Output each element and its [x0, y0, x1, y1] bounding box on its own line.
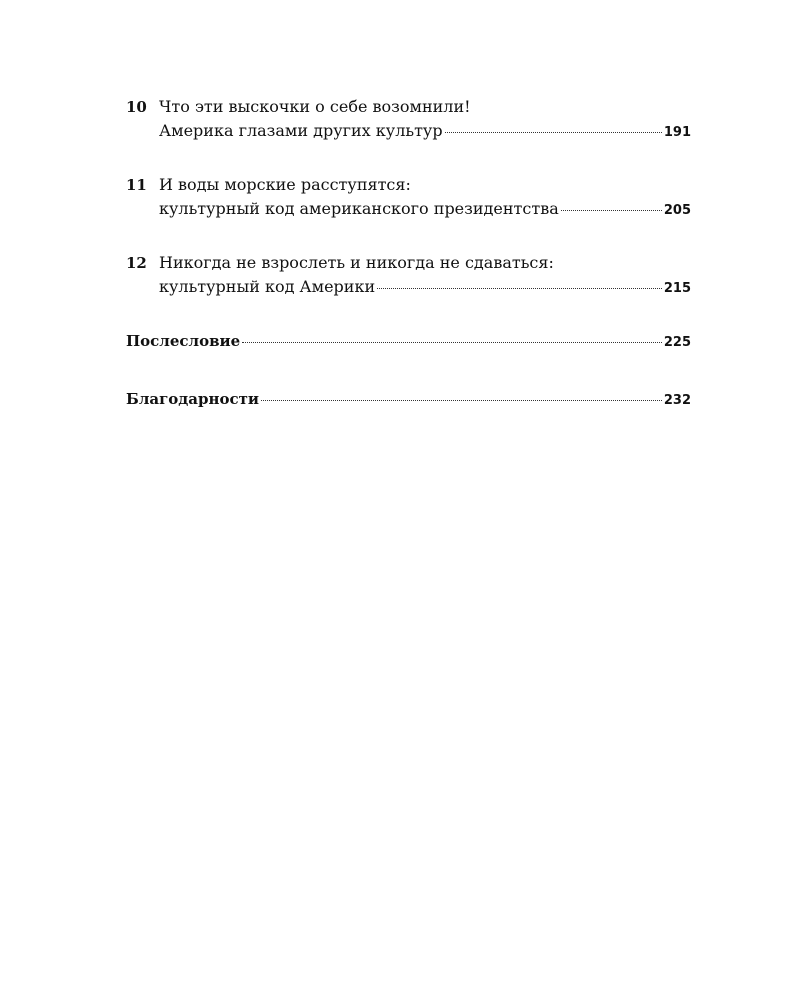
chapter-title-line-2-row	[159, 275, 691, 301]
chapter-title-line-2-row	[159, 197, 691, 223]
dot-leader	[261, 400, 662, 401]
toc-chapter-11	[126, 173, 691, 223]
chapter-title-line-1: Что эти выскочки о себе возомнили!	[159, 97, 471, 116]
chapter-number: 11	[126, 176, 147, 194]
chapter-entry	[159, 173, 691, 223]
chapter-number: 10	[126, 98, 147, 116]
chapter-title-line-2: Америка глазами других культур	[159, 121, 443, 140]
page-number: 205	[663, 203, 691, 218]
chapter-title-line-2-row	[159, 119, 691, 145]
toc-chapter-12	[126, 251, 691, 301]
chapter-title-line-2: культурный код американского президентства	[159, 199, 559, 218]
dot-leader	[445, 132, 662, 133]
chapter-number: 12	[126, 254, 147, 272]
table-of-contents	[126, 95, 691, 445]
toc-section-acknowledgements	[126, 387, 691, 413]
chapter-entry	[159, 251, 691, 301]
toc-section-afterword	[126, 329, 691, 355]
dot-leader	[561, 210, 662, 211]
section-title: Благодарности	[126, 390, 260, 408]
dot-leader	[242, 342, 662, 343]
page-number: 225	[663, 335, 691, 350]
section-title: Послесловие	[126, 332, 241, 350]
chapter-title-line-2: культурный код Америки	[159, 277, 376, 296]
page-number: 232	[663, 393, 691, 408]
page-number: 191	[663, 125, 691, 140]
page-number: 215	[663, 281, 691, 296]
dot-leader	[377, 288, 662, 289]
chapter-entry	[159, 95, 691, 145]
toc-chapter-10	[126, 95, 691, 145]
chapter-title-line-1: Никогда не взрослеть и никогда не сдаваться:	[159, 253, 554, 272]
chapter-title-line-1: И воды морские расступятся:	[159, 175, 411, 194]
